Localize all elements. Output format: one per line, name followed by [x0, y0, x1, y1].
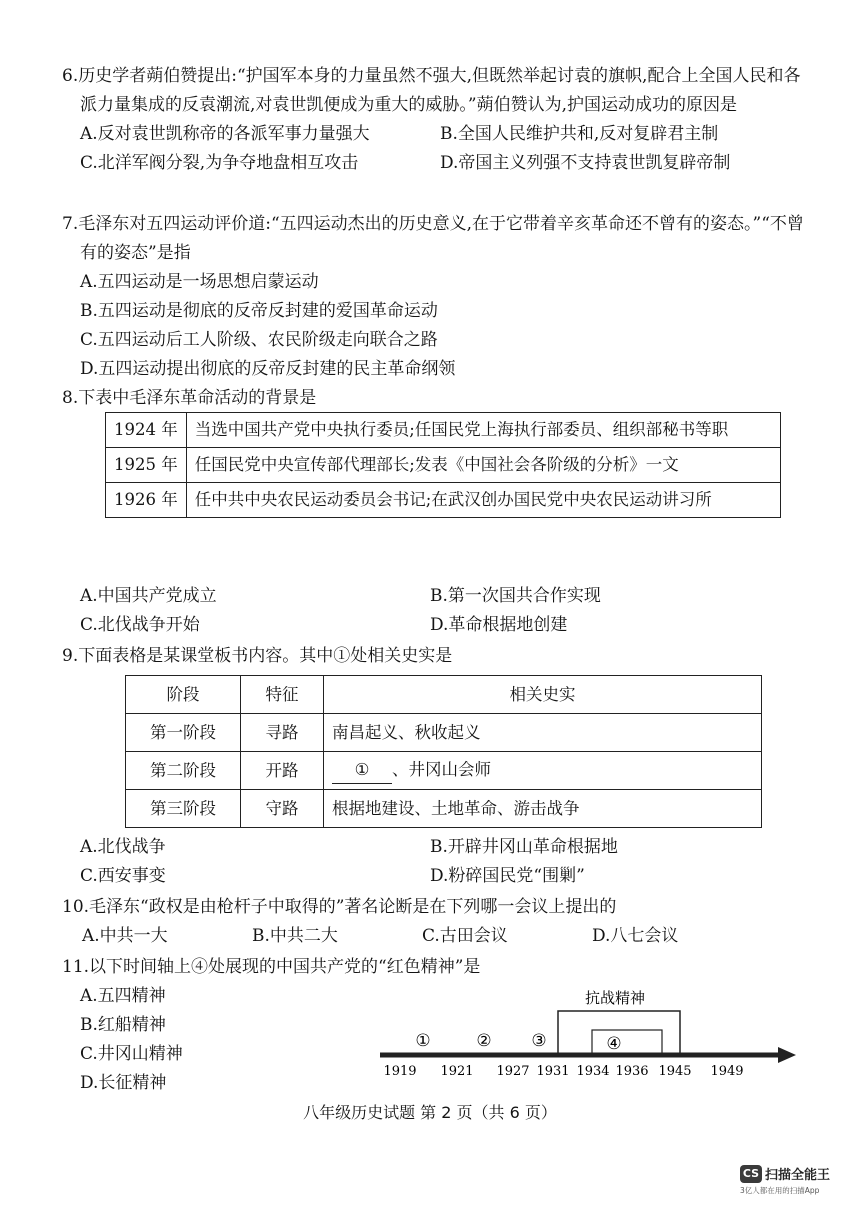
table-row: [126, 790, 762, 828]
question-11-option-a: A.五四精神: [80, 986, 166, 1006]
facts-cell: [324, 752, 762, 790]
question-10-stem: 10.毛泽东“政权是由枪杆子中取得的”著名论断是在下列哪一会议上提出的: [62, 897, 617, 917]
year-cell: 1926 年: [106, 483, 187, 518]
scanner-app-name: 扫描全能王: [765, 1168, 831, 1183]
scanner-watermark: [740, 1163, 850, 1196]
question-10-option-c: C.古田会议: [422, 926, 508, 946]
feature-cell: 开路: [241, 752, 324, 790]
question-10: [62, 893, 812, 951]
question-8-option-c: C.北伐战争开始: [80, 615, 200, 635]
question-6-stem: 6.历史学者蒴伯赞提出:“护国军本身的力量虽然不强大,但既然举起讨袁的旗帜,配合上全国人民和各派力量集成的反袁潮流,对袁世凯便成为重大的威胁。”蒴伯赞认为,护国运动成功的原因是: [62, 66, 801, 115]
scanner-logo: CS: [740, 1165, 762, 1183]
column-header: 特征: [241, 676, 324, 714]
timeline-year: 1936: [615, 1064, 649, 1079]
question-11-stem: 11.以下时间轴上④处展现的中国共产党的“红色精神”是: [62, 957, 481, 977]
feature-cell: 守路: [241, 790, 324, 828]
timeline-marker-3: ③: [531, 1031, 547, 1051]
timeline-marker-4: ④: [606, 1034, 622, 1054]
question-7-option-c: C.五四运动后工人阶级、农民阶级走向联合之路: [80, 330, 438, 350]
question-8-options: [62, 582, 812, 640]
question-10-option-d: D.八七会议: [592, 926, 679, 946]
timeline-year: 1934: [576, 1064, 610, 1079]
question-6-option-a: A.反对袁世凯称帝的各派军事力量强大: [80, 124, 370, 144]
question-7: [62, 210, 812, 384]
timeline-year: 1921: [440, 1064, 474, 1079]
timeline-year: 1919: [383, 1064, 417, 1079]
question-6: [62, 62, 812, 178]
stage-cell: 第一阶段: [126, 714, 241, 752]
question-6-option-b: B.全国人民维护共和,反对复辟君主制: [440, 124, 719, 144]
question-9-table: [125, 675, 762, 828]
column-header: 相关史实: [324, 676, 762, 714]
question-7-option-d: D.五四运动提出彻底的反帝反封建的民主革命纲领: [80, 359, 456, 379]
question-9-stem: 9.下面表格是某课堂板书内容。其中①处相关史实是: [62, 646, 453, 666]
question-9: [62, 642, 812, 671]
question-7-stem: 7.毛泽东对五四运动评价道:“五四运动杰出的历史意义,在于它带着辛亥革命还不曾有的姿态。”“不曾有的姿态”是指: [62, 214, 804, 263]
question-7-option-a: A.五四运动是一场思想启蒙运动: [80, 272, 319, 292]
table-row: [126, 714, 762, 752]
table-row: [106, 413, 781, 448]
activity-cell: 当选中国共产党中央执行委员;任国民党上海执行部委员、组织部秘书等职: [186, 413, 780, 448]
timeline-year: 1931: [536, 1064, 570, 1079]
timeline-year: 1949: [710, 1064, 744, 1079]
scanner-tagline: 3亿人都在用的扫描App: [740, 1186, 820, 1195]
question-9-option-d: D.粉碎国民党“围剿”: [430, 866, 585, 886]
timeline-marker-1: ①: [415, 1031, 431, 1051]
question-11-option-d: D.长征精神: [80, 1073, 167, 1093]
timeline-marker-2: ②: [476, 1031, 492, 1051]
question-6-option-d: D.帝国主义列强不支持袁世凯复辟帝制: [440, 153, 731, 173]
question-8-option-a: A.中国共产党成立: [80, 586, 217, 606]
timeline-box-label: 抗战精神: [584, 989, 646, 1007]
stage-cell: 第三阶段: [126, 790, 241, 828]
table-row: [106, 448, 781, 483]
timeline-arrow: [778, 1047, 796, 1063]
year-cell: 1924 年: [106, 413, 187, 448]
activity-cell: 任中共中央农民运动委员会书记;在武汉创办国民党中央农民运动讲习所: [186, 483, 780, 518]
facts-cell: 根据地建设、土地革命、游击战争: [324, 790, 762, 828]
stage-cell: 第二阶段: [126, 752, 241, 790]
question-10-option-a: A.中共一大: [82, 926, 168, 946]
marker-4-box: [592, 1030, 662, 1054]
question-8: [62, 384, 812, 413]
timeline-year: 1945: [658, 1064, 692, 1079]
question-8-table: [105, 412, 781, 518]
year-cell: 1925 年: [106, 448, 187, 483]
question-7-option-b: B.五四运动是彻底的反帝反封建的爱国革命运动: [80, 301, 438, 321]
question-9-option-b: B.开辟井冈山革命根据地: [430, 837, 618, 857]
question-6-option-c: C.北洋军阀分裂,为争夺地盘相互攻击: [80, 153, 359, 173]
question-8-option-b: B.第一次国共合作实现: [430, 586, 601, 606]
question-10-option-b: B.中共二大: [252, 926, 338, 946]
table-row: [126, 752, 762, 790]
answer-blank: ①: [332, 757, 392, 784]
question-8-stem: 8.下表中毛泽东革命活动的背景是: [62, 388, 317, 408]
question-9-option-c: C.西安事变: [80, 866, 166, 886]
page-footer: 八年级历史试题 第 2 页（共 6 页）: [303, 1103, 557, 1122]
column-header: 阶段: [126, 676, 241, 714]
table-row: [106, 483, 781, 518]
facts-cell: 南昌起义、秋收起义: [324, 714, 762, 752]
table-header-row: [126, 676, 762, 714]
timeline-year: 1927: [496, 1064, 530, 1079]
question-9-option-a: A.北伐战争: [80, 837, 166, 857]
feature-cell: 寻路: [241, 714, 324, 752]
timeline-diagram: [370, 985, 810, 1080]
question-11-option-c: C.井冈山精神: [80, 1044, 183, 1064]
question-9-options: [62, 833, 812, 891]
facts-text: 、井冈山会师: [392, 760, 491, 779]
question-8-option-d: D.革命根据地创建: [430, 615, 568, 635]
activity-cell: 任国民党中央宣传部代理部长;发表《中国社会各阶级的分析》一文: [186, 448, 780, 483]
question-11-option-b: B.红船精神: [80, 1015, 166, 1035]
